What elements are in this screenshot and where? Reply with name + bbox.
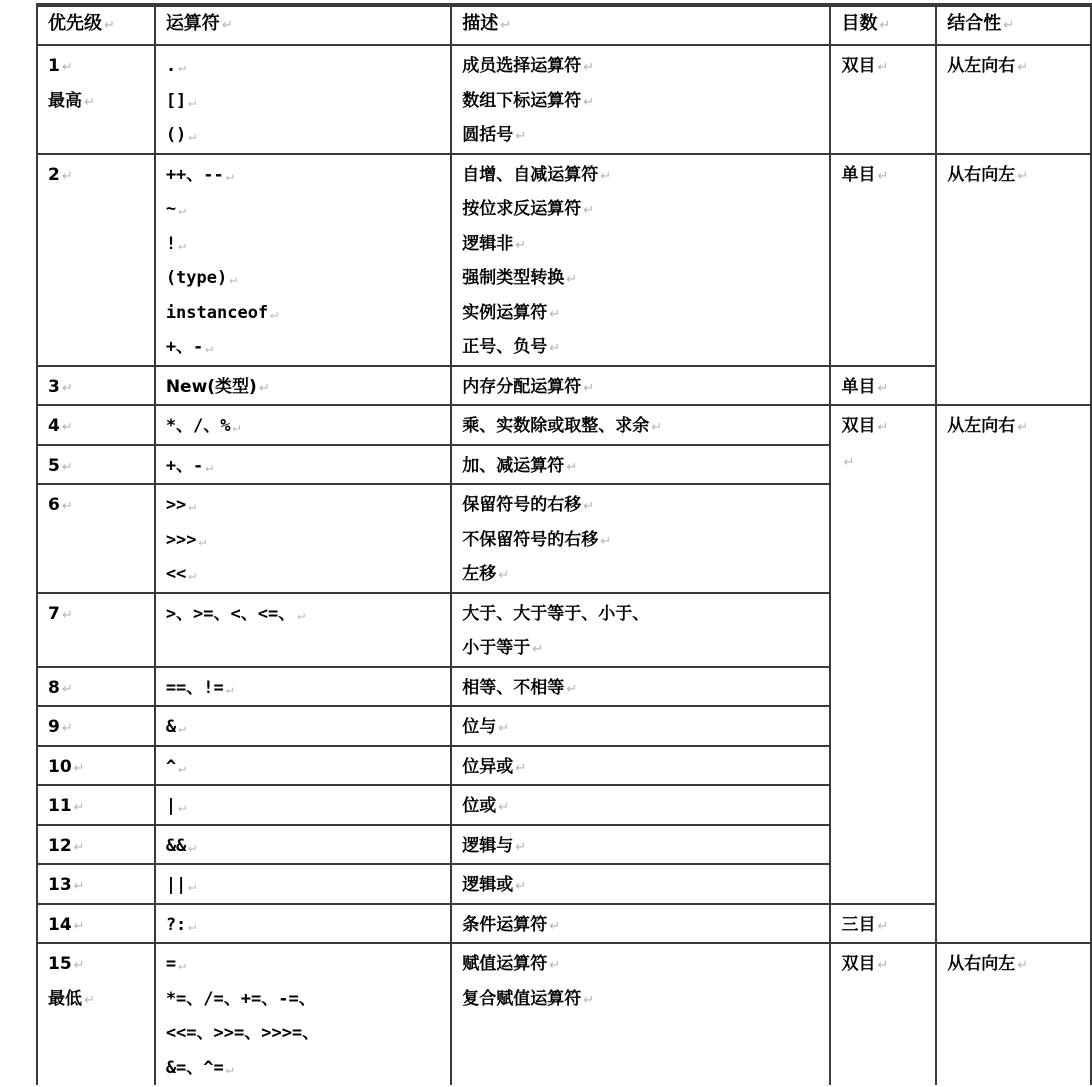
- operator-cell: . ↵ [] ↵ () ↵: [155, 45, 451, 154]
- precedence-cell: 12 ↵: [37, 825, 155, 865]
- precedence-cell: 5 ↵: [37, 445, 155, 485]
- operator-cell: *、/、% ↵: [155, 405, 451, 445]
- description-cell: 逻辑与 ↵: [451, 825, 830, 865]
- description-cell: 自增、自减运算符 ↵ 按位求反运算符 ↵ 逻辑非 ↵ 强制类型转换 ↵ 实例运算符 ↵ 正号、负号 ↵: [451, 154, 830, 366]
- arity-cell: 双目 ↵: [830, 943, 936, 1085]
- arity-cell: 单目 ↵: [830, 366, 936, 406]
- description-cell: 加、减运算符 ↵: [451, 445, 830, 485]
- associativity-cell: 从左向右 ↵: [936, 45, 1091, 154]
- description-cell: 保留符号的右移 ↵ 不保留符号的右移 ↵ 左移 ↵: [451, 484, 830, 593]
- precedence-cell: 2 ↵: [37, 154, 155, 366]
- precedence-cell: 9 ↵: [37, 706, 155, 746]
- precedence-cell: 11 ↵: [37, 785, 155, 825]
- operator-cell: || ↵: [155, 864, 451, 904]
- arity-cell: 双目 ↵: [830, 45, 936, 154]
- precedence-cell: 1 ↵ 最高 ↵: [37, 45, 155, 154]
- table-header-row: [37, 6, 1091, 45]
- operator-cell: >、>=、<、<=、 ↵: [155, 593, 451, 667]
- table-row: [37, 154, 1091, 366]
- description-cell: 位或 ↵: [451, 785, 830, 825]
- header-cell-precedence: 优先级 ↵: [37, 6, 155, 45]
- arity-cell: 双目 ↵ ↵: [830, 405, 936, 904]
- operator-cell: ^ ↵: [155, 746, 451, 786]
- arity-cell: 三目 ↵: [830, 904, 936, 944]
- precedence-cell: 7 ↵: [37, 593, 155, 667]
- description-cell: 内存分配运算符 ↵: [451, 366, 830, 406]
- precedence-cell: 4 ↵: [37, 405, 155, 445]
- associativity-cell: 从左向右 ↵: [936, 405, 1091, 943]
- operator-cell: & ↵: [155, 706, 451, 746]
- description-cell: 乘、实数除或取整、求余 ↵: [451, 405, 830, 445]
- associativity-cell: 从右向左 ↵: [936, 154, 1091, 406]
- header-cell-description: 描述 ↵: [451, 6, 830, 45]
- description-cell: 相等、不相等 ↵: [451, 667, 830, 707]
- table-row: [37, 904, 1091, 944]
- precedence-cell: 10 ↵: [37, 746, 155, 786]
- operator-cell: ++、-- ↵ ~ ↵ ! ↵ (type) ↵ instanceof ↵ +、- ↵: [155, 154, 451, 366]
- operator-cell: ==、!= ↵: [155, 667, 451, 707]
- header-cell-associativity: 结合性 ↵: [936, 6, 1091, 45]
- precedence-cell: 6 ↵: [37, 484, 155, 593]
- precedence-cell: 15 ↵ 最低 ↵: [37, 943, 155, 1085]
- header-cell-operator: 运算符 ↵: [155, 6, 451, 45]
- description-cell: 位与 ↵: [451, 706, 830, 746]
- operator-cell: >> ↵ >>> ↵ << ↵: [155, 484, 451, 593]
- operator-precedence-table: [36, 5, 1092, 1085]
- operator-cell: = ↵ *=、/=、+=、-=、 <<=、>>=、>>>=、 &=、^= ↵: [155, 943, 451, 1085]
- operator-cell: New(类型) ↵: [155, 366, 451, 406]
- operator-cell: ?: ↵: [155, 904, 451, 944]
- precedence-cell: 3 ↵: [37, 366, 155, 406]
- description-cell: 大于、大于等于、小于、 小于等于 ↵: [451, 593, 830, 667]
- table-row: [37, 405, 1091, 445]
- operator-cell: && ↵: [155, 825, 451, 865]
- description-cell: 条件运算符 ↵: [451, 904, 830, 944]
- operator-cell: | ↵: [155, 785, 451, 825]
- arity-cell: 单目 ↵: [830, 154, 936, 366]
- precedence-cell: 8 ↵: [37, 667, 155, 707]
- associativity-cell: 从右向左 ↵: [936, 943, 1091, 1085]
- table-row: [37, 366, 1091, 406]
- description-cell: 成员选择运算符 ↵ 数组下标运算符 ↵ 圆括号 ↵: [451, 45, 830, 154]
- precedence-cell: 13 ↵: [37, 864, 155, 904]
- table-row: [37, 943, 1091, 1085]
- table-row: [37, 45, 1091, 154]
- operator-cell: +、- ↵: [155, 445, 451, 485]
- description-cell: 逻辑或 ↵: [451, 864, 830, 904]
- description-cell: 位异或 ↵: [451, 746, 830, 786]
- precedence-cell: 14 ↵: [37, 904, 155, 944]
- header-cell-arity: 目数 ↵: [830, 6, 936, 45]
- description-cell: 赋值运算符 ↵ 复合赋值运算符 ↵: [451, 943, 830, 1085]
